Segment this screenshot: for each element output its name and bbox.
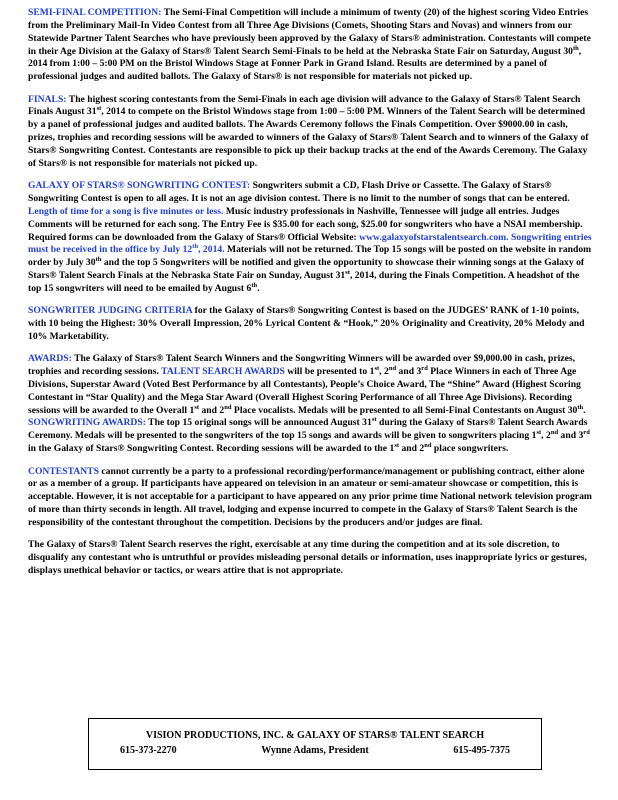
footer-president: Wynne Adams, President (261, 745, 369, 756)
finals-heading: FINALS: (28, 93, 67, 105)
website-link[interactable]: www.galaxyofstarstalentsearch.com. (359, 231, 509, 243)
criteria-paragraph: SONGWRITER JUDGING CRITERIA for the Galaxy of Stars® Songwriting Contest is based on the JUDGES’ RANK of 1-10 points, with 10 being the Highest: 30% Overall Impression, 20% Lyrical Content & “Hook,” 20% Originality and Creativity, 20% Melody and 10% Marketability. (28, 305, 585, 342)
awards-heading: AWARDS: (28, 353, 72, 365)
songwriting-heading: GALAXY OF STARS® SONGWRITING CONTEST: (28, 180, 251, 192)
semifinal-paragraph: SEMI-FINAL COMPETITION: The Semi-Final Competition will include a minimum of twenty (20) of the highest scoring Video Entries from the Preliminary Mail-In Video Contest from all Three Age Divisions (Comets, Shooting Stars and Novas) and winners from our Statewide Partner Talent Searches who have previously been approved by the Galaxy of Stars® administration. Contestants will compete in their Age Division at the Galaxy of Stars® Talent Search Semi-Finals to be held at the Nebraska State Fair on Saturday, August 30th, 2014 from 1:00 – 5:00 PM on the Bristol Windows Stage at Fonner Park in Grand Island. Results are determined by a panel of professional judges and audited ballots. The Galaxy of Stars® is not responsible for materials not picked up. (28, 7, 591, 83)
contestants-paragraph: CONTESTANTS cannot currently be a party to a professional recording/performance/management or publishing contract, either alone or as a member of a group. If participants have appeared on television in an amateur or semi-amateur showcase or competition, this is acceptable. However, it is not acceptable for a participant to have appeared on any prior prime time National network television program of more than thirty seconds in length. All travel, lodging and expense incurred to compete in the Galaxy of Stars® Talent Search is the responsibility of the contestant throughout the competition. Decisions by the producers and/or judges are final. (28, 465, 592, 528)
awards-paragraph: AWARDS: The Galaxy of Stars® Talent Search Winners and the Songwriting Winners will be awarded over $9,000.00 in cash, prizes, trophies and recording sessions. TALENT SEARCH AWARDS will be presented to 1st, 2nd and 3rd Place Winners in each of Three Age Divisions, Superstar Award (Voted Best Performance by all Contestants), People’s Choice Award, The “Shine” Award (Highest Scoring Contestant in “Star Quality) and the Mega Star Award (Overall Highest Scoring Performance of all Three Age Divisions). Recording sessions will be awarded to the Overall 1st and 2nd Place vocalists. Medals will be presented to all Semi-Final Contestants on August 30th. SONGWRITING AWARDS: The top 15 original songs will be announced August 31st during the Galaxy of Stars® Talent Search Awards Ceremony. Medals will be presented to the songwriters of the top 15 songs and awards will be given to songwriters placing 1st, 2nd and 3rd in the Galaxy of Stars® Songwriting Contest. Recording sessions will be awarded to the 1st and 2nd place songwriters. (28, 353, 590, 455)
footer-contact-line (89, 743, 541, 758)
semifinal-heading: SEMI-FINAL COMPETITION: (28, 7, 162, 18)
contestants-heading: CONTESTANTS (28, 465, 99, 477)
footer-phone-1: 615-373-2270 (120, 745, 177, 756)
reserve-paragraph: The Galaxy of Stars® Talent Search reserves the right, exercisable at any time during the competition and at its sole discretion, to disqualify any contestant who is untruthful or provides misleading personal details or information, uses inappropriate lyrics or gestures, displays unethical behavior or tactics, or wears attire that is not appropriate. (28, 539, 587, 576)
document-body (28, 7, 592, 587)
songwriting-paragraph: GALAXY OF STARS® SONGWRITING CONTEST: Songwriters submit a CD, Flash Drive or Cassette. The Galaxy of Stars® Songwriting Contest is open to all ages. It is not an age division contest. There is no limit to the number of songs that can be entered. Length of time for a song is five minutes or less. Music industry professionals in Nashville, Tennessee will judge all entries. Judges Comments will be returned for each song. The Entry Fee is $35.00 for each song, $25.00 for songwriters who have a NSAI membership. Required forms can be downloaded from the Galaxy of Stars® Official Website: www.galaxyofstarstalentsearch.com. Songwriting entries must be received in the office by July 12th, 2014. Materials will not be returned. The Top 15 songs will be posted on the website in random order by July 30th and the top 5 Songwriters will be notified and given the opportunity to showcase their winning songs at the Galaxy of Stars® Talent Search Finals at the Nebraska State Fair on Sunday, August 31st, 2014, during the Finals Competition. A headshot of the top 15 songwriters will need to be emailed by August 6th. (28, 180, 592, 294)
footer-phone-2: 615-495-7375 (453, 745, 510, 756)
footer-title: VISION PRODUCTIONS, INC. & GALAXY OF STARS® TALENT SEARCH (145, 730, 485, 741)
talent-search-awards-heading: TALENT SEARCH AWARDS (161, 366, 285, 378)
finals-paragraph: FINALS: The highest scoring contestants from the Semi-Finals in each age division will advance to the Galaxy of Stars® Talent Search Finals August 31st, 2014 to compete on the Bristol Windows stage from 1:00 – 5:00 PM. Winners of the Talent Search will be determined by a panel of professional judges and audited ballots. The Awards Ceremony follows the Finals Competition. Over $9000.00 in cash, prizes, trophies and recording sessions will be awarded to winners of the Galaxy of Stars® Talent Search and to winners of the Galaxy of Stars® Songwriting Contest. Contestants are responsible to pick up their backup tracks at the end of the Awards Ceremony. The Galaxy of Stars® is not responsible for materials not picked up. (28, 93, 589, 169)
footer-box (88, 718, 542, 770)
criteria-heading: SONGWRITER JUDGING CRITERIA (28, 305, 193, 317)
songwriting-awards-heading: SONGWRITING AWARDS: (28, 417, 146, 429)
